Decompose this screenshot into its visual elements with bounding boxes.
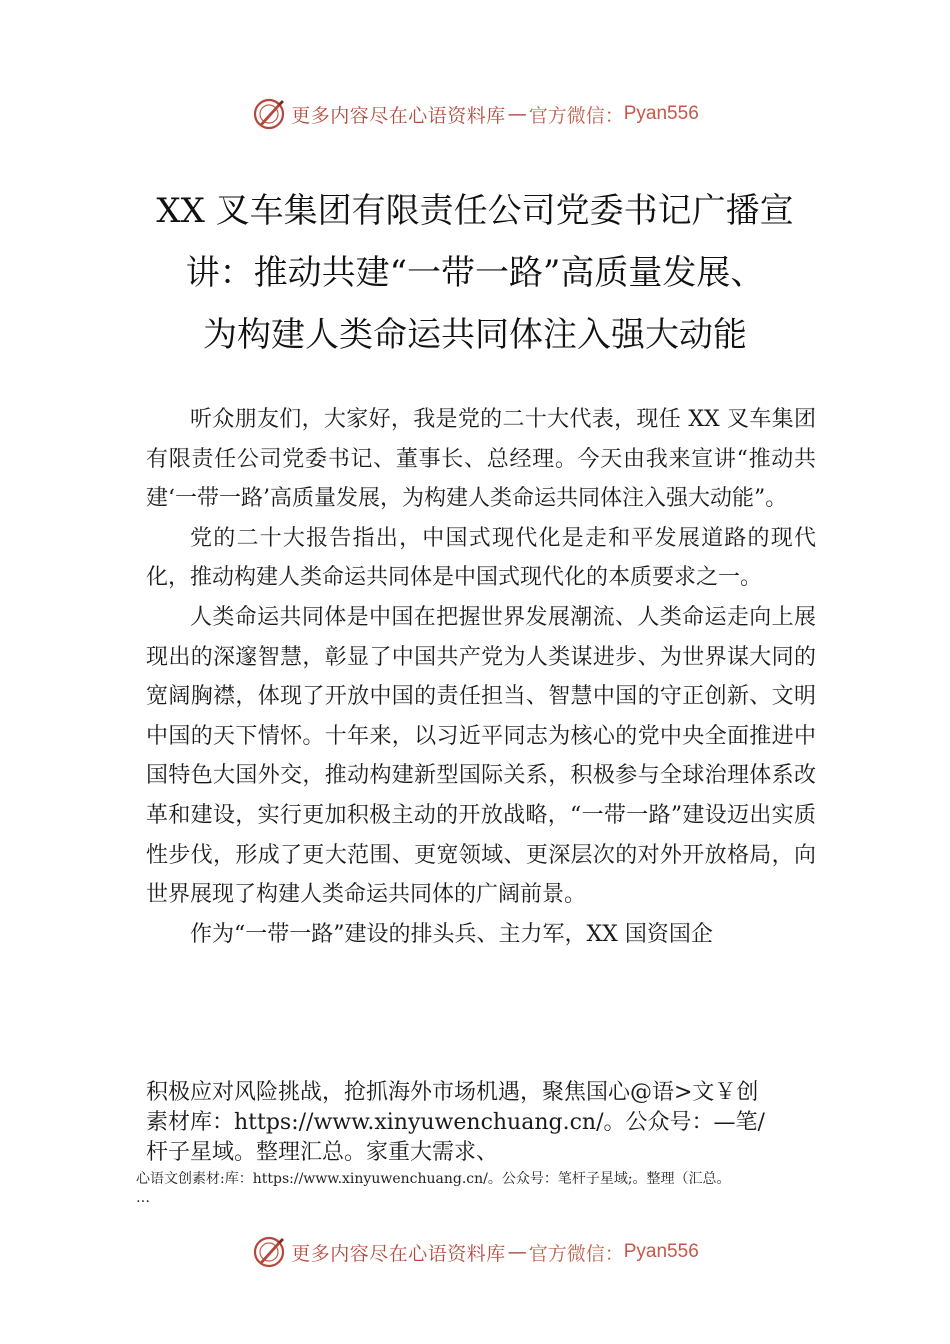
pen-logo-icon <box>251 96 287 132</box>
footnote-line-2: … <box>136 1190 150 1206</box>
document-title <box>130 180 820 366</box>
banner-separator: — <box>507 1241 527 1263</box>
footer-banner <box>0 1232 950 1272</box>
banner-wechat-label: 官方微信： <box>528 1242 624 1265</box>
paragraph-3: 人类命运共同体是中国在把握世界发展潮流、人类命运走向上展现出的深邃智慧，彰显了中国共产党为人类谋进步、为世界谋大同的宽阔胸襟，体现了开放中国的责任担当、智慧中国的守正创新、文明中国的天下情怀。十年来，以习近平同志为核心的党中央全面推进中国特色大国外交，推动构建新型国际关系，积极参与全球治理体系改革和建设，实行更加积极主动的开放战略，“一带一路”建设迈出实质性步伐，形成了更大范围、更宽领域、更深层次的对外开放格局，向世界展现了构建人类命运共同体的广阔前景。 <box>146 604 816 908</box>
document-body <box>146 400 816 954</box>
header-banner <box>0 94 950 134</box>
paragraph-1: 听众朋友们，大家好，我是党的二十大代表，现任 XX 叉车集团有限责任公司党委书记、董事长、总经理。今天由我来宣讲“推动共建‘一带一路’高质量发展，为构建人类命运共同体注入强大动能”。 <box>146 407 816 512</box>
banner-text: 更多内容尽在心语资料库 <box>291 104 506 127</box>
footnote-line-1: 心语文创素材:库：https://www.xinyuwenchuang.cn/。公众号：笔杆子星域;。整理（汇总。 <box>136 1171 731 1187</box>
footnote <box>136 1170 866 1208</box>
title-line-3: 为构建人类命运共同体注入强大动能 <box>203 315 747 355</box>
banner-wechat-id: Pyan556 <box>623 1241 699 1262</box>
pen-logo-icon <box>251 1234 287 1270</box>
banner-wechat-id: Pyan556 <box>623 103 699 124</box>
banner-text: 更多内容尽在心语资料库 <box>291 1242 506 1265</box>
paragraph-4: 作为“一带一路”建设的排头兵、主力军，XX 国资国企 <box>190 921 713 947</box>
paragraph-2: 党的二十大报告指出，中国式现代化是走和平发展道路的现代化，推动构建人类命运共同体是中国式现代化的本质要求之一。 <box>146 525 816 591</box>
banner-separator: — <box>507 103 527 125</box>
tail-line-2: 素材库：https://www.xinyuwenchuang.cn/。公众号：—笔/ <box>146 1110 765 1135</box>
title-line-2: 讲：推动共建“一带一路”高质量发展、 <box>185 253 765 293</box>
title-line-1: XX 叉车集团有限责任公司党委书记广播宣 <box>156 191 794 231</box>
banner-wechat-label: 官方微信： <box>528 104 624 127</box>
document-tail <box>146 1078 836 1168</box>
tail-line-3: 杆子星域。整理汇总。家重大需求、 <box>146 1140 499 1165</box>
tail-line-1: 积极应对风险挑战，抢抓海外市场机遇，聚焦国心@语>文￥创 <box>146 1080 759 1105</box>
